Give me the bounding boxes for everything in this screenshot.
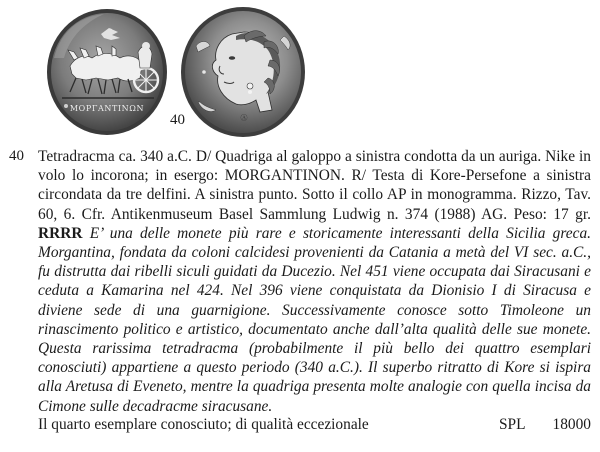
lot-footer (38, 415, 591, 435)
lot-description-text: Tetradracma ca. 340 a.C. D/ Quadriga al galoppo a sinistra condotta da un auriga. Nike in volo lo incorona; in esergo: MORGANTINON. R/ Testa di Kore-Persefone a sinistra circondata da tre delfini. A sinistra punto. Sotto il collo AP in monogramma. Rizzo, Tav. 60, 6. Cfr. Antikenmuseum Basel Sammlung Ludwig n. 374 (1988) AG. Peso: 17 gr. (38, 148, 591, 223)
coin-obverse-quadriga-image (46, 8, 168, 136)
coin-photo-plate (0, 0, 600, 140)
rarity-rating: RRRR (38, 224, 83, 242)
lot-entry (9, 147, 595, 447)
lot-closing-note: Il quarto esemplare conosciuto; di qualità eccezionale (38, 416, 369, 433)
estimate-price: 18000 (552, 416, 591, 433)
coin-reverse-kore-head-image (180, 6, 306, 138)
lot-number: 40 (9, 148, 24, 164)
svg-text:ΜΟΡΓΑΝΤΙΝΩΝ: ΜΟΡΓΑΝΤΙΝΩΝ (69, 104, 145, 113)
grade-label: SPL (499, 416, 526, 433)
plate-figure-number: 40 (170, 112, 185, 128)
lot-commentary: E’ una delle monete più rare e storicamente interessanti della Sicilia greca. Morgantina, fondata da coloni calcidesi provenienti da Catania a metà del VI sec. a.C., fu distrutta dai ribelli siculi guidati da Ducezio. Nel 451 viene occupata dai Siracusani e ceduta a Kamarina nel 424. Nel 396 viene conquistata da Dionisio I di Siracusa e diviene sede di una guarnigione. Successivamente conosce sotto Timoleone un rinascimento politico e artistico, documentato anche dall’alta qualità delle sue monete. Questa rarissima tetradracma (probabilmente il più bello dei quattro esemplari conosciuti) appartiene a questo periodo (340 a.C.). Il superbo ritratto di Kore si ispira alla Aretusa di Eveneto, mentre la quadriga presenta molte analogie con quella incisa da Cimone sulle decadracme siracusane. (38, 224, 591, 415)
svg-text:Ⓐ: Ⓐ (240, 114, 248, 122)
lot-description (38, 147, 591, 416)
